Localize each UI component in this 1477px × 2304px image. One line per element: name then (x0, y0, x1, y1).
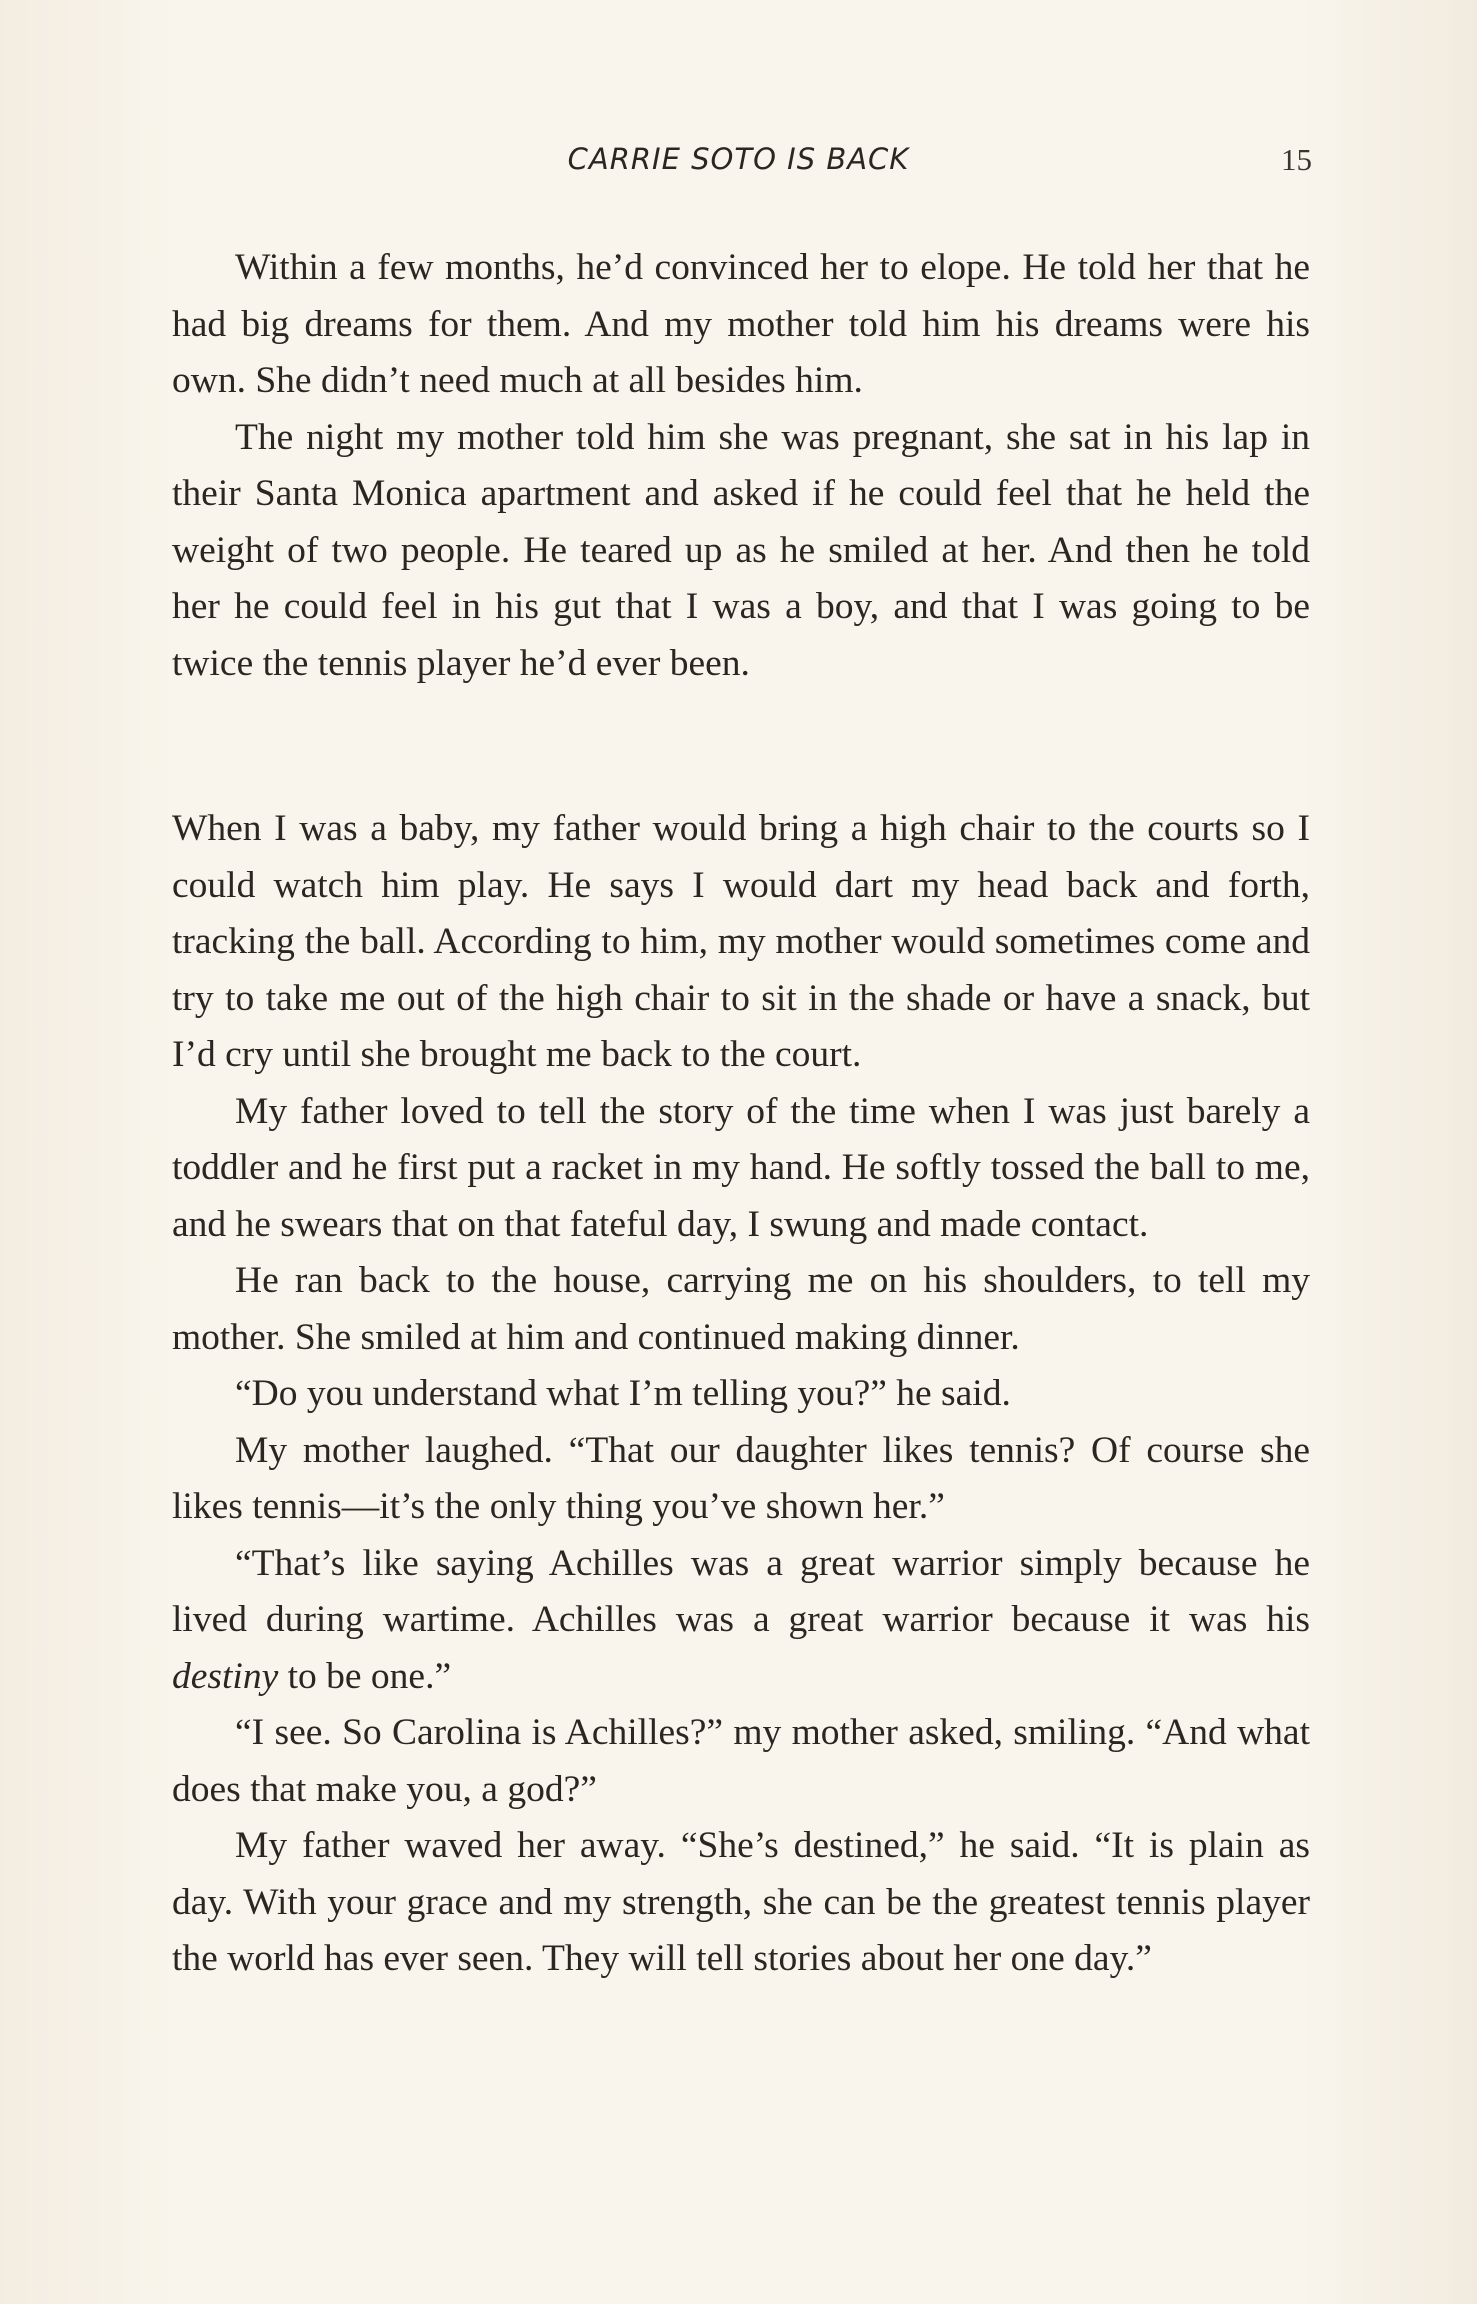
paragraph-first-racket: My father loved to tell the story of the time when I was just barely a toddler and he first put a racket in my hand. He softly tossed the ball to me, and he swears that on that fateful day, I swung and made contact. (172, 1090, 1310, 1245)
paragraph-pregnant: The night my mother told him she was pregnant, she sat in his lap in their Santa Monica apartment and asked if he could feel that he held the weight of two people. He teared up as he smiled at her. And then he told her he could feel in his gut that I was a boy, and that I was going to be twice the tennis player he’d ever been. (172, 416, 1310, 684)
running-head-title: CARRIE SOTO IS BACK (567, 142, 910, 176)
paragraph-understand: “Do you understand what I’m telling you?” he said. (235, 1373, 1011, 1414)
achilles-text-after: to be one.” (278, 1655, 452, 1697)
running-head (0, 142, 1477, 182)
paragraph-destined: My father waved her away. “She’s destined,” he said. “It is plain as day. With your grace and my strength, she can be the greatest tennis player the world has ever seen. They will tell stories about her one day.” (172, 1825, 1310, 1979)
destiny-emphasis: destiny (172, 1655, 279, 1697)
page-number: 15 (1281, 142, 1312, 177)
paragraph-elope: Within a few months, he’d convinced her to elope. He told her that he had big dreams for them. And my mother told him his dreams were his own. She didn’t need much at all besides him. (172, 247, 1310, 401)
paragraph-mother-laughed: My mother laughed. “That our daughter likes tennis? Of course she likes tennis—it’s the only thing you’ve shown her.” (172, 1429, 1310, 1527)
section-two (172, 801, 1310, 1988)
section-one (172, 240, 1310, 692)
achilles-text-before: “That’s like saying Achilles was a great warrior simply because he lived during wartime. Achilles was a great warrior because it was his (172, 1542, 1310, 1640)
paragraph-carolina-achilles: “I see. So Carolina is Achilles?” my mother asked, smiling. “And what does that make you, a god?” (172, 1712, 1310, 1810)
paragraph-achilles (172, 1536, 1310, 1706)
paragraph-ran-home: He ran back to the house, carrying me on his shoulders, to tell my mother. She smiled at him and continued making dinner. (172, 1260, 1310, 1358)
paragraph-high-chair: When I was a baby, my father would bring a high chair to the courts so I could watch him play. He says I would dart my head back and forth, tracking the ball. According to him, my mother would sometimes come and try to take me out of the high chair to sit in the shade or have a snack, but I’d cry until she brought me back to the court. (172, 808, 1310, 1075)
